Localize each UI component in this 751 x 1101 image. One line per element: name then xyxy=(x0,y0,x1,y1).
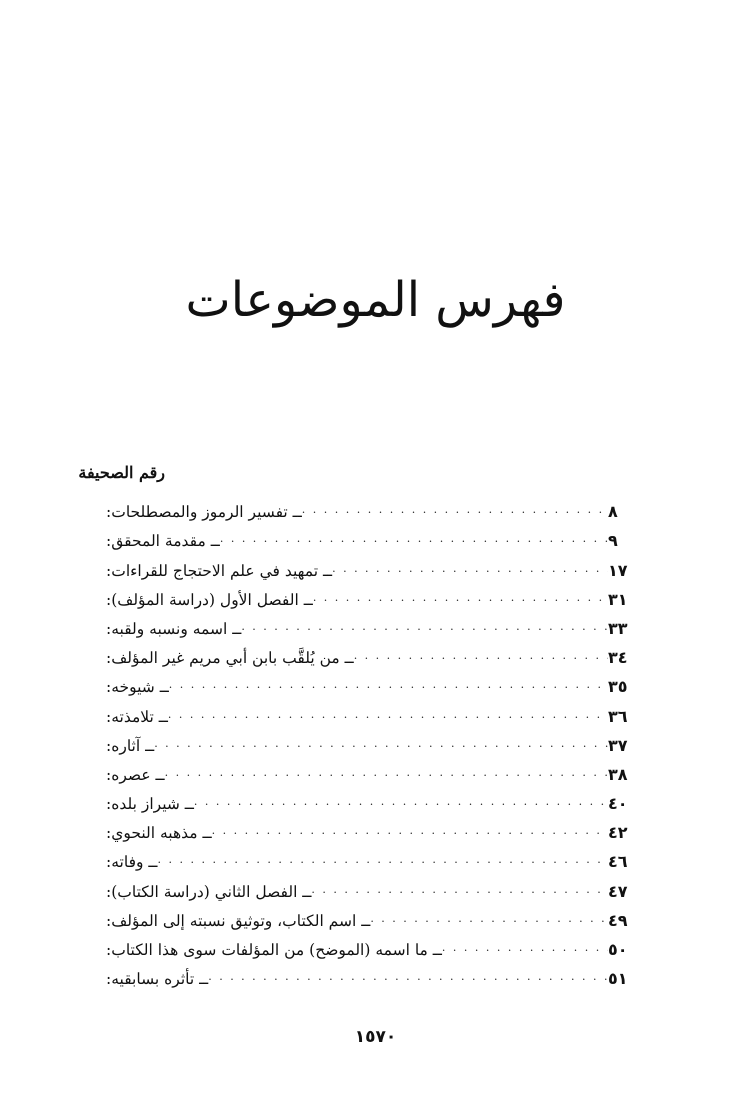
toc-entry xyxy=(100,961,650,990)
dot-leader xyxy=(442,939,608,961)
dot-leader xyxy=(157,851,608,873)
dot-leader xyxy=(212,822,608,844)
toc-entry-title: ــ عصره: xyxy=(106,765,165,784)
dot-leader xyxy=(354,647,608,669)
toc-entry-title: ــ مذهبه النحوي: xyxy=(106,824,212,843)
toc-entry xyxy=(100,873,650,902)
toc-entry-page-number: ٤٧ xyxy=(608,881,628,901)
toc-entry-title: ــ من يُلقَّب بابن أبي مريم غير المؤلف: xyxy=(106,649,354,668)
toc-entry xyxy=(100,640,650,669)
dot-leader xyxy=(168,706,608,728)
dot-leader xyxy=(165,764,608,786)
toc-entry xyxy=(100,757,650,786)
toc-entry-title: ــ تفسير الرموز والمصطلحات: xyxy=(106,503,302,522)
table-of-contents xyxy=(100,494,650,990)
toc-entry xyxy=(100,698,650,727)
toc-entry-page-number: ٣٧ xyxy=(608,735,628,755)
toc-entry-title: ــ اسمه ونسبه ولقبه: xyxy=(106,619,242,638)
toc-entry xyxy=(100,903,650,932)
dot-leader xyxy=(370,910,608,932)
toc-entry xyxy=(100,786,650,815)
toc-entry xyxy=(100,552,650,581)
toc-entry-title: ــ شيوخه: xyxy=(106,678,169,697)
toc-entry xyxy=(100,669,650,698)
dot-leader xyxy=(194,793,608,815)
toc-entry-page-number: ٤٠ xyxy=(608,794,628,814)
toc-entry-page-number: ٣٥ xyxy=(608,677,628,697)
toc-entry-title: ــ وفاته: xyxy=(106,853,158,872)
toc-entry-title: ــ ما اسمه (الموضح) من المؤلفات سوى هذا الكتاب: xyxy=(106,941,442,959)
toc-entry-page-number: ٥١ xyxy=(608,969,628,989)
toc-entry xyxy=(100,844,650,873)
toc-entry xyxy=(100,582,650,611)
dot-leader xyxy=(311,881,608,903)
toc-entry-title: ــ آثاره: xyxy=(106,736,155,755)
toc-entry-title: ــ تأثره بسابقيه: xyxy=(106,970,209,989)
toc-entry-title: ــ شيراز بلده: xyxy=(106,795,194,814)
dot-leader xyxy=(169,676,608,698)
toc-entry-page-number: ٣٦ xyxy=(608,706,628,726)
toc-entry xyxy=(100,523,650,552)
toc-entry-title: ــ تمهيد في علم الاحتجاج للقراءات: xyxy=(106,561,333,580)
page-number-column-header: رقم الصحيفة xyxy=(78,463,165,482)
toc-entry-page-number: ٣١ xyxy=(608,589,628,609)
toc-entry-page-number: ٤٢ xyxy=(608,823,628,843)
footer-page-number: ١٥٧٠ xyxy=(354,1027,397,1047)
dot-leader xyxy=(154,735,608,757)
toc-entry-title: ــ الفصل الأول (دراسة المؤلف): xyxy=(106,590,313,609)
dot-leader xyxy=(208,968,608,990)
toc-entry-title: ــ مقدمة المحقق: xyxy=(106,532,220,551)
page-title: فهرس الموضوعات xyxy=(185,272,566,329)
toc-entry-page-number: ٩ xyxy=(608,531,618,551)
dot-leader xyxy=(332,560,608,582)
toc-entry-title: ــ تلامذته: xyxy=(106,707,168,726)
toc-entry-title: ــ اسم الكتاب، وتوثيق نسبته إلى المؤلف: xyxy=(106,911,371,930)
toc-entry xyxy=(100,728,650,757)
toc-entry-page-number: ٣٤ xyxy=(608,648,628,668)
toc-entry xyxy=(100,494,650,523)
toc-entry-page-number: ٥٠ xyxy=(608,940,628,959)
toc-entry-title: ــ الفصل الثاني (دراسة الكتاب): xyxy=(106,882,312,901)
toc-entry xyxy=(100,611,650,640)
dot-leader xyxy=(241,618,608,640)
dot-leader xyxy=(220,530,608,552)
toc-entry xyxy=(100,815,650,844)
toc-entry-page-number: ٤٩ xyxy=(608,910,628,930)
dot-leader xyxy=(313,589,608,611)
toc-entry-page-number: ٨ xyxy=(608,502,618,522)
toc-entry-page-number: ٤٦ xyxy=(608,852,628,872)
toc-entry xyxy=(100,932,650,961)
toc-entry-page-number: ٣٣ xyxy=(608,618,628,638)
toc-entry-page-number: ١٧ xyxy=(608,560,628,580)
dot-leader xyxy=(302,501,608,523)
toc-entry-page-number: ٣٨ xyxy=(608,764,628,784)
